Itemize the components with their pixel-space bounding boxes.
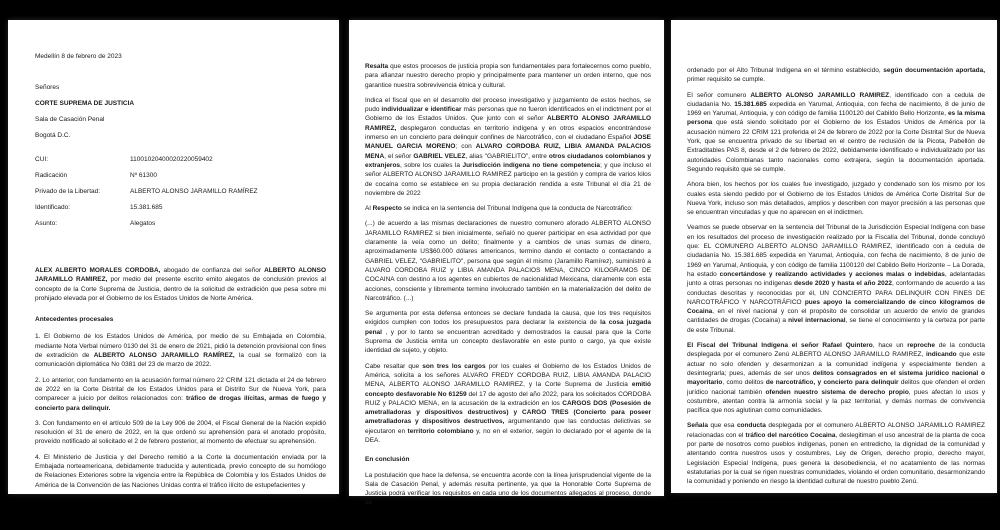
field-label: Radicación	[35, 171, 68, 179]
paragraph-segundo-requisito: El señor comunero ALBERTO ALONSO JARAMILLO RAMIREZ, identificado con a cedula de ciudadanía No. 15.381.685 expedida en Yarumal, Antioquia, con fecha de nacimiento, 8 de junio de 1969 en Yarumal, Antioquia, y con código de familia 1100120 del Cabildo Bello Horizonte, es la misma persona que está siendo solicitado por el Gobierno de los Estados Unidos de América por la acusación número 22 CRIM 121 proferida el 24 de febrero de 2022 por la Corte Distrital Sur de Nueva York, que se encuentra privado de su libertad en el centro de reclusión de la Picota, Pabellón de Extraditables PAS 8, desde el 2 de febrero de 2022, debidamente identificado e individualizado por las autoridades Colombianas tanto nacionales como extrajera, según la documentación aportada. Segundo requisito que se cumple.	[687, 91, 986, 173]
section-heading-conclusion: En conclusión	[365, 456, 410, 464]
chamber-name: Sala de Casación Penal	[35, 115, 105, 123]
paragraph-fiscal-reproche: El Fiscal del Tribunal Indígena el señor Rafael Quintero, hace un reproche de la conducta desplegada por el comunero Zenú ALBERTO ALONSO JARAMILLO RAMIREZ, indicando que este actuar no solo ofenden y desarmonizan a la comunidad indígena y especialmente tienden a desintegrarla; pues, además de ser unos delitos consagrados en el sistema jurídico nacional o mayoritario, como delitos de narcotráfico, y concierto para delinquir delitos que ofenden el orden jurídico nacional también ofenden nuestro sistema de derecho propio, pues afectan lo usos y costumbre, atentan contra la armonía social y la paz territorial, y demás normas de convivencia pacífica que nos aglutinan como comunidades.	[687, 342, 986, 415]
field-label: Privado de la Libertad:	[35, 187, 101, 195]
paragraph-primer-requisito: ordenado por el Alto Tribunal Indígena en el término establecido, según documentación aportada, primer requisito se cumple.	[687, 67, 985, 84]
paragraph-se-argumenta: Se argumenta por esta defensa entonces se declare fundada la causa, que los tres requisitos exigidos cumplen con todos los presupuestos para declarar la existencia de la cosa juzgada penal , y por lo tanto se encuentran acreditado y demostrados la causal para que la Corte Suprema de Justicia emita un concepto desfavorable en este punto o cargo, ya que existe identidad de sujeto, y objeto.	[365, 310, 651, 355]
field-row-privado	[35, 188, 258, 204]
section-heading-antecedentes: Antecedentes procesales	[35, 316, 114, 324]
field-row-cui	[35, 156, 258, 172]
field-row-asunto	[35, 220, 258, 236]
paragraph-resalta: Resalta que estos procesos de justicia propia son fundamentales para fortalecernos como pueblo, para afianzar nuestro derecho propio y principalmente para mantener un orden interno, que nos garantice nuestra sobrevivencia étnica y cultural.	[365, 63, 652, 89]
paragraph-veamos-sentencia: Veamos se puede observar en la sentencia del Tribunal de la Jurisdicción Especial Indígena con base en los resultados del proceso de investigación realizado por la Fiscalía del Tribunal, donde concluyó que: EL COMUNERO ALBERTO ALONSO JARAMILLO RAMIREZ, identificado con a cedula de ciudadanía No. 15.381.685 expedida en Yarumal, Antioquia, con fecha de nacimiento, 8 de junio de 1969 en Yarumal, Antioquia, y con código de familia 1100120 del Cabildo Bello Horizonte – La Dorada, ha estado concertándose y realizando actividades y acciones malas o indebidas, adelantadas junto a otras personas no indígenas desde 2020 y hasta el año 2022, conformando de acuerdo a las conductas descritas y reconocidas por él, UN CONCIERTO PARA DELINQUIR CON FINES DE NARCOTRÁFICO Y NARCOTRÁFICO pues apoyo la comercializando de cinco kilogramos de Cocaina, en el nivel nacional y con el propósito de consolidar un acuerdo de envío de grandes cantidades de drogas (Cocaina) a nivel internacional, se tiene el conocimiento y la certeza por parte de este Tribunal.	[687, 224, 986, 334]
case-fields-table	[35, 156, 258, 236]
field-label: CUI:	[35, 155, 48, 163]
paragraph-senala-conducta: Señala que esa conducta desplegada por el comunero ALBERTO ALONSO JARAMILLO RAMIREZ relacionadas con el tráfico del narcótico Cocaina, deslegitiman el uso ancestral de la planta de coca por parte de nosotros como pueblos indígenas, ponen en entredicho, la dignidad de la comunidad y atentando contra nuestros usos y costumbres, Ley de Origen, derecho propio, derecho mayor, Legislación Especial Indígena, pues genera la desobediencia, el no acatamiento de las normas estatutarias por la cual se rigen nuestras comunidades, violando el orden comunitario, desarmonizando la comunidad y poniendo en riesgo la identidad cultural de nuestro pueblo Zenú.	[687, 422, 986, 486]
field-label: Identificado:	[35, 203, 71, 211]
paragraph-indica-fiscal: Indica el fiscal que en el desarrollo del proceso investigativo y juzgamiento de estos hechos, se pudo individualizar e identificar más personas que no fueron identificados en el indictment por el Gobierno de los Estados Unidos. Que junto con el señor ALBERTO ALONSO JARAMILLO RAMIREZ, desplegaron conductas en territorio indígena y en otros espacios encontrándose inmerso en un concierto para delinquir confines de Narcotráfico, con el ciudadano Español JOSE MANUEL GARCIA MORENO; con ALVARO CORDOBA RUIZ, LIBIA AMANDA PALACIOS MENA, el señor GABRIEL VELEZ, alias "GABRIELITO", entre otros ciudadanos colombianos y extranjeros, sobre los cuales la Jurisdicción indígena no tiene competencia; y que incluso el señor ALBERTO ALONSO JARAMILLO RAMIREZ participo en la gestión y compra de varios kilos de cocaína como se establece en su propia declaración rendida a este Tribunal el día 21 de noviembre de 2022	[365, 96, 652, 197]
numbered-item-1: 1. El Gobierno de los Estados Unidos de América, por medio de su Embajada en Colombia, mediante Nota Verbal número 0130 del 31 de enero de 2021, pidió la detención provisional con fines de extradición de ALBERTO ALONSO JARAMILLO RAMÍREZ, la cual se formalizó con la comunicación diplomática No 0381 del 23 de marzo de 2022.	[35, 333, 327, 369]
paragraph-al-respecto: Al Respecto se indica en la sentencia del Tribunal Indígena que la conducta de Narcotráfico:	[365, 205, 633, 213]
salutation: Señores	[35, 84, 60, 92]
numbered-item-3: 3. Con fundamento en el artículo 509 de la Ley 906 de 2004, el Fiscal General de la Nación expidió resolución el 31 de enero de 2022, en la que ordenó su aprehensión para el anotado propósito, proveído notificado al solicitado el 2 de febrero posterior, al momento de efectuar su aprehensión.	[35, 419, 326, 446]
city-line: Bogotá D.C.	[35, 131, 71, 139]
field-value: 15.381.685	[130, 203, 163, 211]
quoted-declaration: (...) de acuerdo a las mismas declaraciones de nuestro comunero aforado ALBERTO ALONSO JARAMILLO RAMIREZ si bien inicialmente, señaló no querer participar en esa actividad por que claramente la veía como un delito; finalmente y a cambios de unas sumas de dinero, aproximadamente US$60.000 dólares americanos, termino dando el contacto o contactando a GABRIEL VELEZ, "GABRIELITO", persona que según él mismo (Jaramillo Ramírez), suministró a ALVARO CORDOBA RUIZ y LIBIA AMANDA PALACIOS MENA, CINCO KILOGRAMOS DE COCAINA con destino a los agentes en cubiertos de nacionalidad Mexicana, claramente con esta acciones, consciente y libremente termino involucrado también en la materialización del delito de Narcotráfico. (...)	[365, 220, 651, 302]
field-value: Alegatos	[130, 219, 156, 227]
field-label: Asunto:	[35, 219, 58, 227]
document-page-1	[8, 20, 339, 494]
field-value: 11001020400020220059402	[130, 155, 213, 163]
field-value: ALBERTO ALONSO JARAMILLO RAMÍREZ	[130, 187, 258, 195]
field-row-radicacion	[35, 172, 258, 188]
paragraph-postulacion: La postulación que hace la defensa, se encuentra acorde con la línea jurisprudencial vigente de la Sala de Casación Penal, y además resulta pertinente, ya que la Honorable Corte Suprema de Justicia podrá verificar los requisitos en cada uno de los documentos allegados al proceso, donde se	[365, 471, 651, 507]
field-row-identificado	[35, 204, 258, 220]
date-line: Medellín 8 de febrero de 2023	[35, 53, 122, 60]
intro-paragraph: ALEX ALBERTO MORALES CORDOBA, abogado de confianza del señor ALBERTO ALONSO JARAMILLO RAMIREZ, por medio del presente escrito emito alegatos de conclusión previos al concepto de la Corte Suprema de Justicia, dentro de la solicitud de extradición que pesa sobre mi prohijado elevada por el Gobierno de los Estados Unidos de Norte América.	[35, 266, 326, 302]
paragraph-ahora-bien: Ahora bien, los hechos por los cuales fue investigado, juzgado y condenado son los mismo por los cuales esta siendo pedido por el Gobierno de los Estados Unidos de América Corte Distrital Sur de Nueva York, incluso son más detallados, amplios y describen con mayor precisión a las personas que se encuentran vinculadas y que no aparecen en el indictmen.	[687, 181, 985, 217]
numbered-item-2: 2. Lo anterior, con fundamento en la acusación formal número 22 CRIM 121 dictada el 24 de febrero de 2022 en la Corte Distrital de los Estados Unidos para el Distrito Sur de Nueva York, para comparecer a juicio por delitos relacionados con: tráfico de drogas ilícitas, armas de fuego y concierto para delinquir.	[35, 376, 326, 412]
addressee-block	[35, 83, 326, 140]
document-page-2	[349, 20, 664, 507]
paragraph-cabe-resaltar: Cabe resaltar que son tres los cargos por los cuales el Gobierno de los Estados Unidos de América, solicita a los señores ALVARO FREDY CORDOBA RUIZ, LIBIA AMANDA PALACIO MENA, ALBERTO ALONSO JARAMILLO RAMIREZ, y la Corte Suprema de Justicia emitió concepto desfavorable No 61259 del 17 de agosto del año 2022, para los solicitados CORDOBA RUIZ y PALACIO MENA, en la acusación de la extradición en los CARGOS DOS (Posesión de ametralladoras y dispositivos destructivos) y CARGO TRES (Concierto para poseer ametralladoras y dispositivos destructivos, argumentando que las conductas delictivas se ejecutaron en territorio colombiano y, no en el exterior, según lo declarado por el agente de la DEA.	[365, 362, 652, 444]
numbered-item-4: 4. El Ministerio de Justicia y del Derecho remitió a la Corte la documentación enviada por la Embajada norteamericana, debidamente traducida y autenticada, previo concepto de su homólogo de Relaciones Exteriores sobre la vigencia entre la República de Colombia y los Estados Unidos de América de la Convención de las Naciones Unidas contra el tráfico ilícito de estupefacientes y	[35, 453, 326, 489]
field-value: Nº 61300	[130, 171, 157, 179]
court-name: CORTE SUPREMA DE JUSTICIA	[35, 100, 135, 108]
document-page-3	[671, 20, 997, 493]
